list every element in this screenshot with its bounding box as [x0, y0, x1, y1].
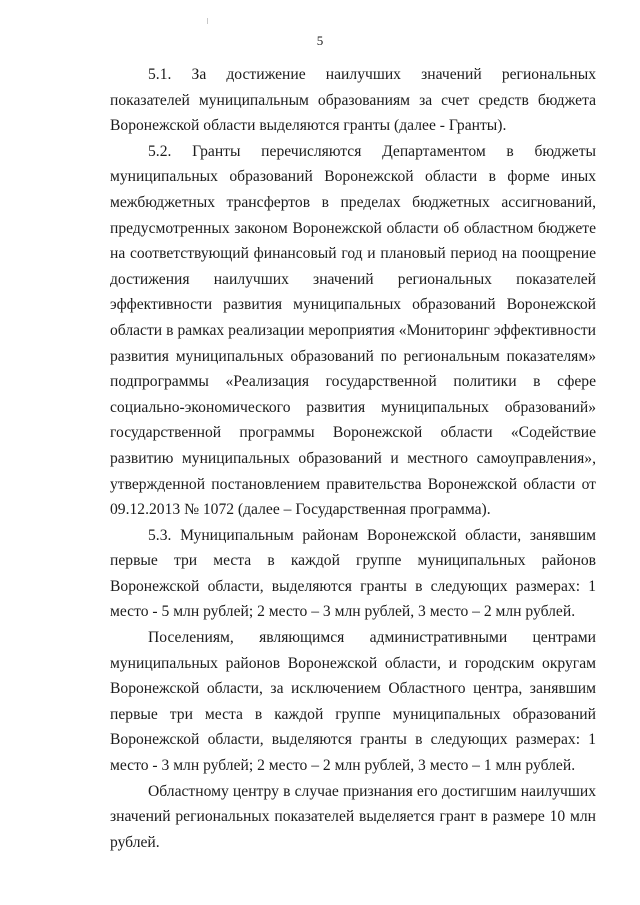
paragraph-regional-center: Областному центру в случае признания его достигшим наилучших значений региональных показателей выделяется грант в размере 10 млн рублей. [110, 782, 596, 851]
page-number: 5 [316, 33, 324, 48]
scan-mark [207, 18, 208, 24]
paragraph-5-1: 5.1. За достижение наилучших значений региональных показателей муниципальным образованиям за счет средств бюджета Воронежской области выделяются гранты (далее - Гранты). [110, 66, 596, 135]
paragraph-5-3: 5.3. Муниципальным районам Воронежской области, занявшим первые три места в каждой группе муниципальных районов Воронежской области, выделяются гранты в следующих размерах: 1 место - 5 млн рублей; 2 место – 3 млн рублей, 3 место – 2 млн рублей. [110, 526, 596, 621]
document-body [110, 62, 596, 855]
paragraph-settlements: Поселениям, являющимся административными центрами муниципальных районов Воронежской области, и городским округам Воронежской области, за исключением Областного центра, занявшим первые три места в каждой группе муниципальных образований Воронежской области, выделяются гранты в следующих размерах: 1 место - 3 млн рублей; 2 место – 2 млн рублей, 3 место – 1 млн рублей. [110, 629, 596, 775]
paragraph-5-2: 5.2. Гранты перечисляются Департаментом в бюджеты муниципальных образований Воронежской области в форме иных межбюджетных трансфертов в пределах бюджетных ассигнований, предусмотренных законом Воронежской области об областном бюджете на соответствующий финансовый год и плановый период на поощрение достижения наилучших значений региональных показателей эффективности развития муниципальных образований Воронежской области в рамках реализации мероприятия «Мониторинг эффективности развития муниципальных образований по региональным показателям» подпрограммы «Реализация государственной политики в сфере социально-экономического развития муниципальных образований» государственной программы Воронежской области «Содействие развитию муниципальных образований и местного самоуправления», утвержденной постановлением правительства Воронежской области от 09.12.2013 № 1072 (далее – Государственная программа). [110, 142, 596, 519]
